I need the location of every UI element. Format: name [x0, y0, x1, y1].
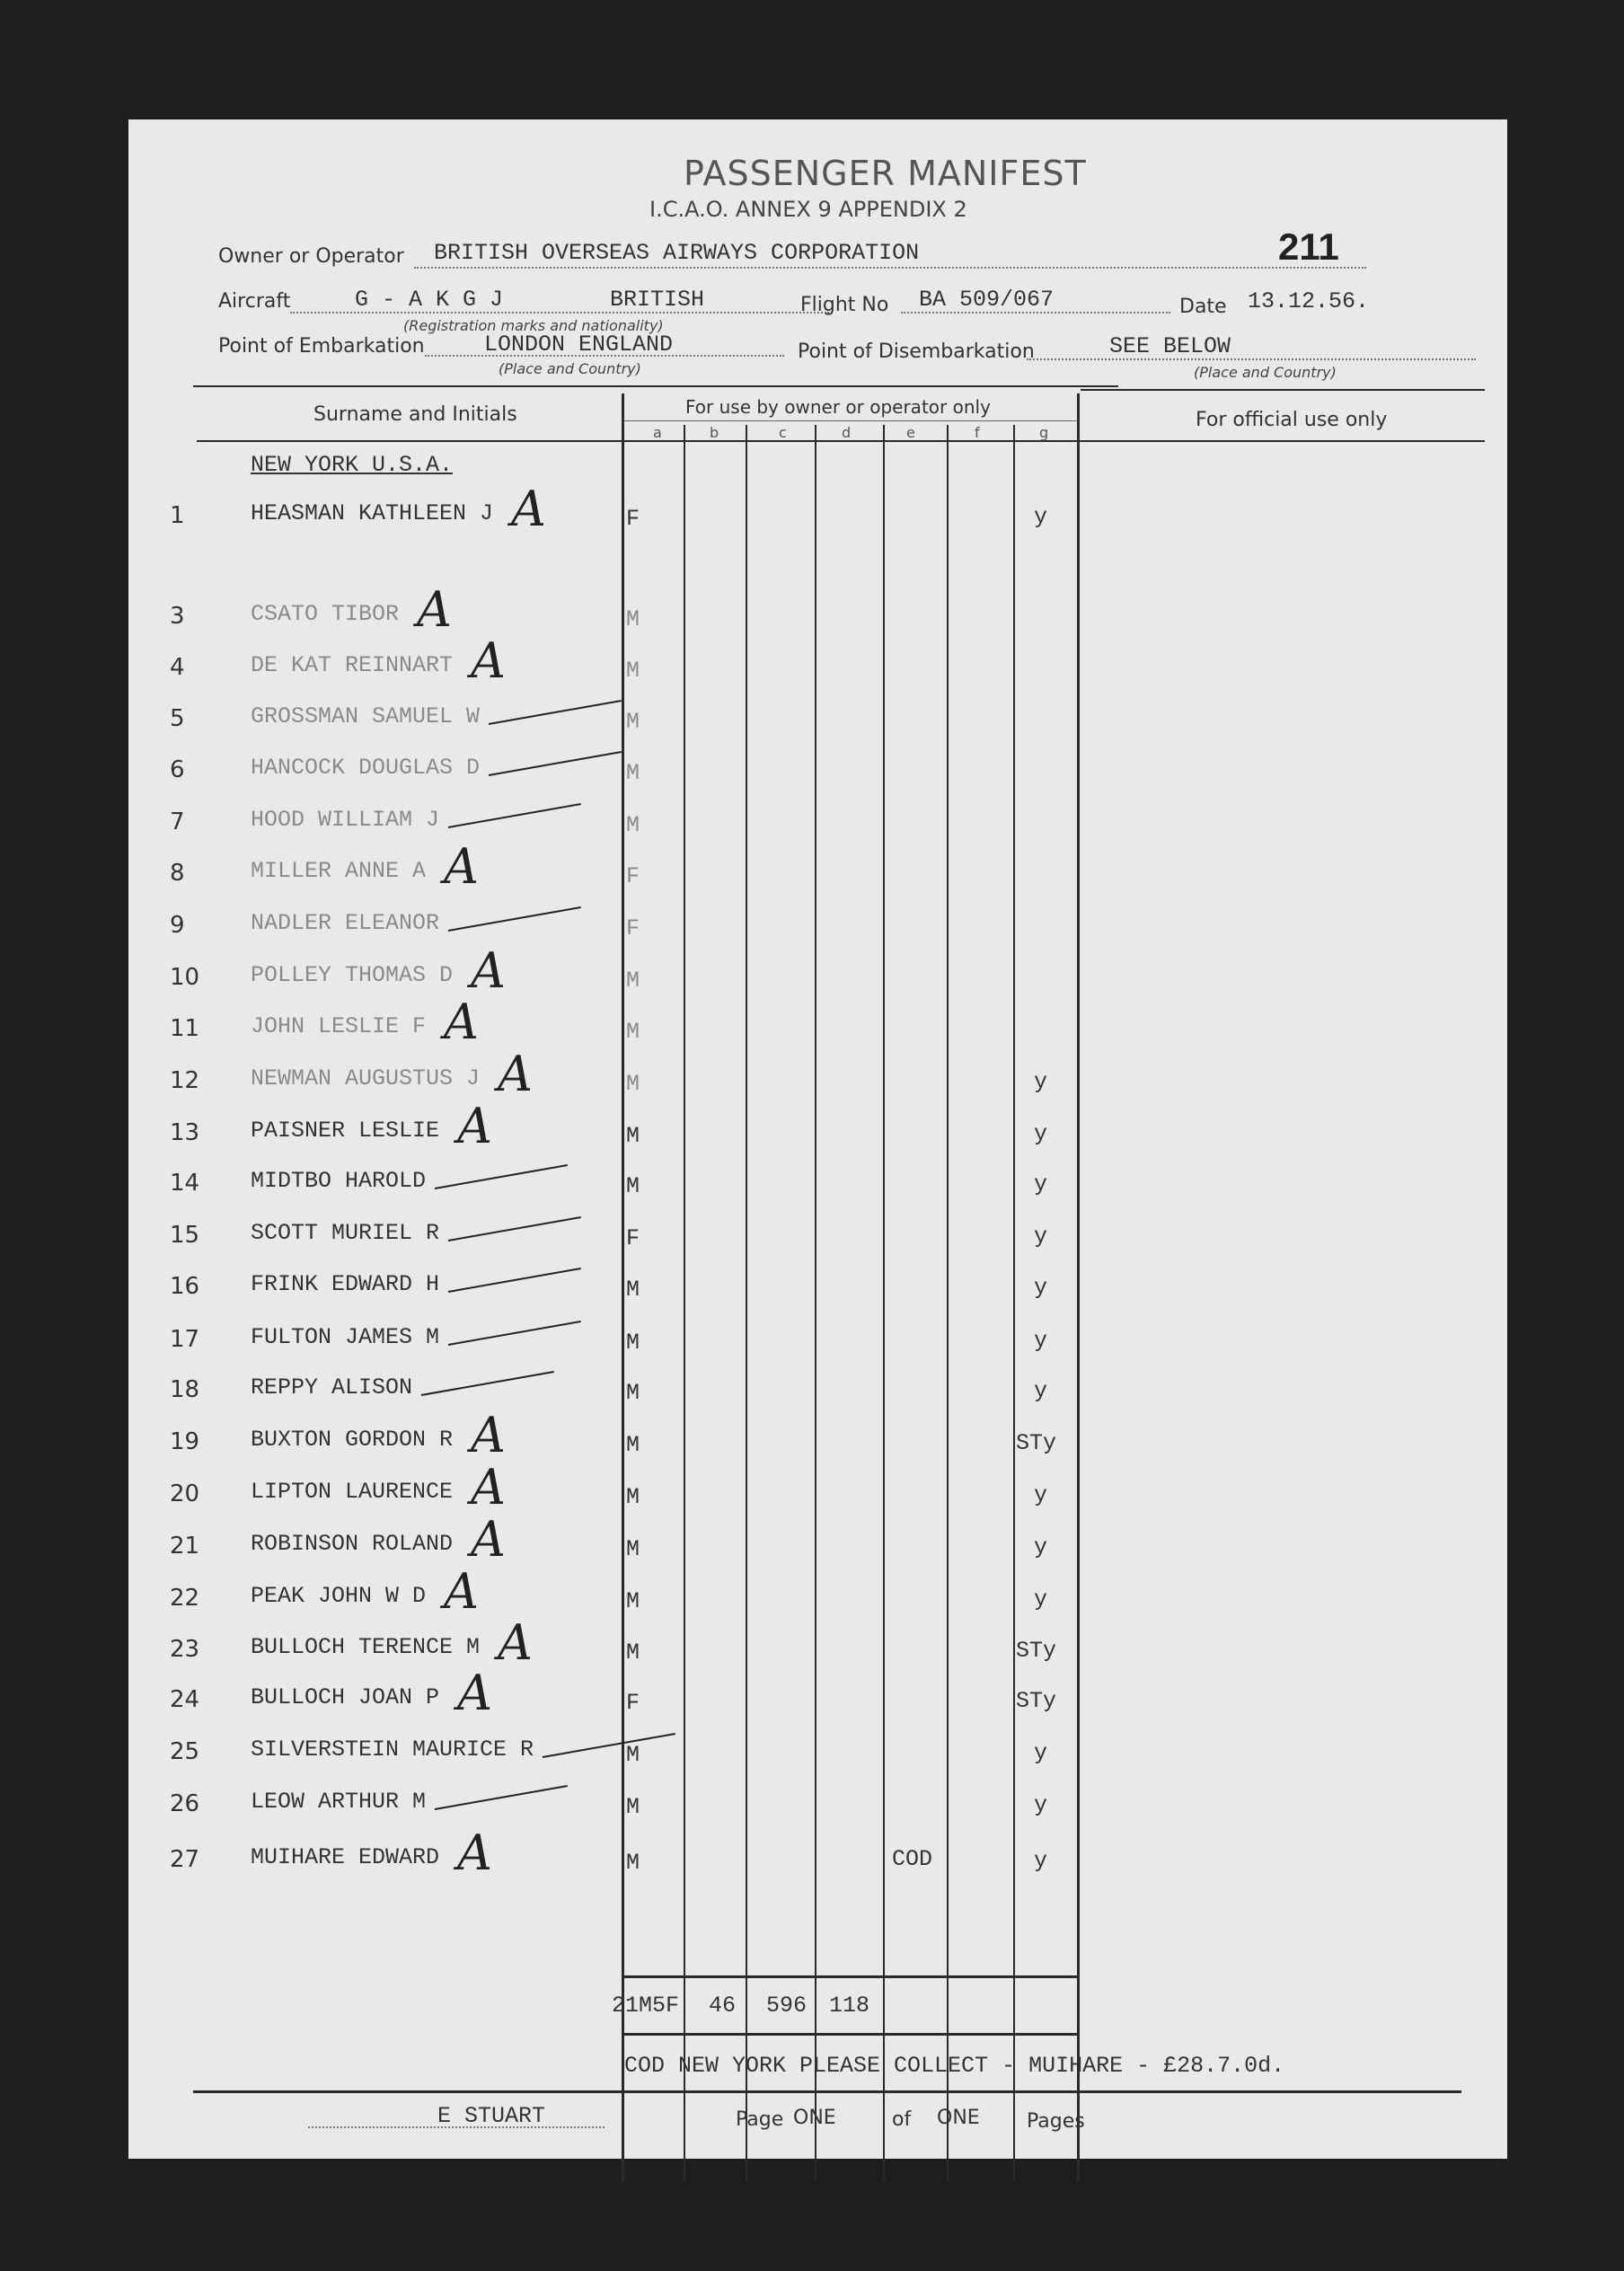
- pen-stroke-mark: [489, 751, 622, 776]
- handwritten-mark: A: [457, 1665, 492, 1721]
- pen-stroke-mark: [448, 906, 581, 932]
- embarkation-label: Point of Embarkation: [218, 335, 425, 358]
- sub-column-label: e: [906, 424, 915, 441]
- handwritten-mark: A: [471, 1511, 506, 1568]
- row-number: 3: [170, 603, 185, 630]
- page-value: ONE: [793, 2107, 836, 2129]
- passenger-name: POLLEY THOMAS D: [251, 962, 454, 988]
- pen-stroke-mark: [435, 1164, 568, 1189]
- passenger-sex: M: [626, 1330, 640, 1356]
- passenger-sex: M: [626, 658, 640, 684]
- handwritten-mark: A: [471, 1407, 506, 1463]
- row-number: 19: [170, 1428, 200, 1455]
- table-header-rule: [197, 440, 1485, 442]
- column-g-value: y: [1034, 1740, 1048, 1766]
- passenger-name: MIDTBO HAROLD: [251, 1168, 427, 1194]
- of-value: ONE: [937, 2107, 980, 2129]
- passenger-name: MILLER ANNE A: [251, 858, 427, 884]
- col-divider-g: [1013, 425, 1015, 2181]
- passenger-name: BUXTON GORDON R: [251, 1427, 454, 1453]
- passenger-name: PEAK JOHN W D: [251, 1583, 427, 1609]
- column-g-value: y: [1034, 1534, 1048, 1560]
- handwritten-mark: A: [417, 581, 452, 638]
- passenger-name: JOHN LESLIE F: [251, 1013, 427, 1039]
- row-number: 21: [170, 1533, 200, 1560]
- passenger-sex: M: [626, 1850, 640, 1876]
- total-c: 596: [766, 1993, 808, 2019]
- disembarkation-label: Point of Disembarkation: [798, 340, 1035, 363]
- sub-column-label: g: [1039, 424, 1049, 441]
- column-g-value: y: [1034, 1171, 1048, 1197]
- aircraft-label: Aircraft: [218, 290, 291, 313]
- row-number: 23: [170, 1636, 200, 1663]
- passenger-sex: M: [626, 812, 640, 838]
- handwritten-mark: A: [444, 1563, 479, 1620]
- passenger-name: ROBINSON ROLAND: [251, 1531, 454, 1557]
- passenger-name: FRINK EDWARD H: [251, 1271, 440, 1297]
- manifest-sheet: [128, 119, 1507, 2159]
- row-number: 18: [170, 1376, 200, 1403]
- pen-stroke-mark: [448, 1321, 581, 1346]
- passenger-sex: F: [626, 863, 640, 889]
- owner-value: BRITISH OVERSEAS AIRWAYS CORPORATION: [434, 240, 920, 266]
- passenger-name: SCOTT MURIEL R: [251, 1220, 440, 1246]
- column-g-value: STy: [1016, 1430, 1057, 1456]
- col-divider-f: [947, 425, 949, 2181]
- row-number: 17: [170, 1326, 200, 1353]
- passenger-sex: M: [626, 1019, 640, 1045]
- passenger-name: HOOD WILLIAM J: [251, 807, 440, 833]
- passenger-sex: M: [626, 1071, 640, 1097]
- col-header-owner: For use by owner or operator only: [685, 396, 991, 418]
- sub-column-label: f: [975, 424, 980, 441]
- subcolumn-rule: [622, 420, 1079, 421]
- passenger-name: SILVERSTEIN MAURICE R: [251, 1736, 534, 1763]
- passenger-sex: M: [626, 1794, 640, 1820]
- column-g-value: y: [1034, 1328, 1048, 1354]
- handwritten-mark: A: [444, 838, 479, 895]
- place-caption-right: (Place and Country): [1194, 364, 1337, 381]
- pen-stroke-mark: [421, 1371, 554, 1396]
- of-label: of: [892, 2108, 912, 2131]
- total-a: 21M5F: [612, 1993, 680, 2019]
- handwritten-mark: A: [498, 1614, 533, 1671]
- handwritten-mark: A: [457, 1825, 492, 1881]
- passenger-name: NEWMAN AUGUSTUS J: [251, 1065, 481, 1091]
- column-g-value: y: [1034, 504, 1048, 530]
- passenger-sex: F: [626, 915, 640, 941]
- column-g-value: y: [1034, 1121, 1048, 1147]
- row-number: 24: [170, 1686, 200, 1713]
- column-g-value: y: [1034, 1482, 1048, 1508]
- row-number: 10: [170, 964, 200, 991]
- handwritten-mark: A: [511, 481, 546, 537]
- passenger-name: GROSSMAN SAMUEL W: [251, 703, 481, 729]
- column-g-value: STy: [1016, 1688, 1057, 1714]
- passenger-sex: M: [626, 1173, 640, 1199]
- row-number: 15: [170, 1222, 200, 1249]
- handwritten-mark: A: [498, 1046, 533, 1102]
- row-number: 7: [170, 809, 185, 835]
- passenger-sex: M: [626, 1484, 640, 1510]
- aircraft-reg: G - A K G J: [355, 287, 504, 313]
- disembarkation-dotted-line: [1027, 358, 1476, 360]
- footer-rule: [193, 2090, 1461, 2093]
- col-divider-official: [1077, 393, 1080, 2181]
- col-divider-c: [746, 425, 747, 2181]
- col-divider-b: [684, 425, 685, 2181]
- passenger-name: PAISNER LESLIE: [251, 1118, 440, 1144]
- pages-label: Pages: [1027, 2110, 1085, 2133]
- destination-heading: NEW YORK U.S.A.: [251, 452, 454, 478]
- pen-stroke-mark: [448, 803, 581, 828]
- owner-dotted-line: [414, 267, 1366, 269]
- row-number: 4: [170, 654, 185, 681]
- page-label: Page: [736, 2108, 784, 2131]
- passenger-sex: M: [626, 1536, 640, 1562]
- passenger-name: CSATO TIBOR: [251, 601, 400, 627]
- passenger-sex: M: [626, 1639, 640, 1666]
- passenger-sex: M: [626, 760, 640, 786]
- table-top-rule-left: [193, 385, 1118, 387]
- handwritten-mark: A: [471, 1459, 506, 1515]
- page-number: 211: [1278, 225, 1339, 268]
- page-subtitle: I.C.A.O. ANNEX 9 APPENDIX 2: [649, 197, 967, 222]
- row-number: 13: [170, 1119, 200, 1146]
- pen-stroke-mark: [448, 1268, 581, 1293]
- handwritten-mark: A: [444, 994, 479, 1050]
- row-number: 14: [170, 1170, 200, 1197]
- passenger-name: LIPTON LAURENCE: [251, 1479, 454, 1505]
- row-number: 26: [170, 1790, 200, 1817]
- pen-stroke-mark: [489, 700, 622, 725]
- row-number: 9: [170, 912, 185, 939]
- passenger-name: BULLOCH JOAN P: [251, 1684, 440, 1710]
- table-top-rule-right: [1081, 389, 1485, 391]
- passenger-name: DE KAT REINNART: [251, 652, 454, 678]
- date-label: Date: [1179, 296, 1227, 318]
- passenger-sex: M: [626, 1277, 640, 1303]
- column-g-value: STy: [1016, 1638, 1057, 1664]
- row-number: 20: [170, 1480, 200, 1507]
- row-number: 5: [170, 705, 185, 732]
- row-number: 1: [170, 502, 185, 529]
- passenger-sex: M: [626, 1123, 640, 1149]
- handwritten-mark: A: [471, 632, 506, 689]
- embarkation-value: LONDON ENGLAND: [484, 331, 674, 358]
- pen-stroke-mark: [543, 1733, 675, 1758]
- column-g-value: y: [1034, 1848, 1048, 1874]
- total-b: 46: [709, 1993, 737, 2019]
- column-g-value: y: [1034, 1224, 1048, 1250]
- row-number: 27: [170, 1846, 200, 1873]
- col-divider-e: [883, 425, 885, 2181]
- passenger-sex: M: [626, 606, 640, 632]
- row-number: 12: [170, 1067, 200, 1094]
- passenger-name: LEOW ARTHUR M: [251, 1789, 427, 1815]
- pen-stroke-mark: [448, 1216, 581, 1242]
- sub-column-label: a: [653, 424, 662, 441]
- row-number: 22: [170, 1585, 200, 1612]
- place-caption-left: (Place and Country): [499, 360, 641, 377]
- signed-name: E STUART: [437, 2103, 546, 2129]
- passenger-sex: M: [626, 1432, 640, 1458]
- page-title: PASSENGER MANIFEST: [684, 154, 1087, 193]
- col-divider-d: [815, 425, 816, 2181]
- passenger-sex: M: [626, 1380, 640, 1406]
- passenger-sex: F: [626, 1690, 640, 1716]
- pen-stroke-mark: [435, 1785, 568, 1810]
- passenger-sex: M: [626, 968, 640, 994]
- column-g-value: y: [1034, 1275, 1048, 1301]
- owner-label: Owner or Operator: [218, 245, 404, 268]
- row-number: 8: [170, 860, 185, 887]
- registration-caption: (Registration marks and nationality): [403, 317, 664, 334]
- sub-column-label: c: [779, 424, 787, 441]
- col-header-surname: Surname and Initials: [313, 403, 517, 426]
- flight-label: Flight No: [800, 294, 889, 316]
- passenger-name: REPPY ALISON: [251, 1374, 413, 1401]
- passenger-name: FULTON JAMES M: [251, 1324, 440, 1350]
- passenger-sex: F: [626, 1225, 640, 1251]
- column-g-value: y: [1034, 1069, 1048, 1095]
- row-number: 16: [170, 1273, 200, 1300]
- handwritten-mark: A: [457, 1098, 492, 1154]
- date-value: 13.12.56.: [1248, 288, 1370, 314]
- passenger-sex: F: [626, 506, 640, 532]
- passenger-sex: M: [626, 1588, 640, 1614]
- column-g-value: y: [1034, 1586, 1048, 1613]
- passenger-name: MUIHARE EDWARD: [251, 1844, 440, 1870]
- row-number: 11: [170, 1015, 200, 1042]
- aircraft-nationality: BRITISH: [610, 287, 705, 313]
- total-d: 118: [829, 1993, 870, 2019]
- row-number: 25: [170, 1738, 200, 1765]
- totals-top-rule: [623, 1975, 1080, 1978]
- footer-note: COD NEW YORK PLEASE COLLECT - MUIHARE - £28.7.0d.: [624, 2053, 1285, 2079]
- passenger-name: HANCOCK DOUGLAS D: [251, 755, 481, 781]
- sub-column-label: b: [710, 424, 719, 441]
- col-header-official: For official use only: [1196, 409, 1388, 431]
- column-e-value: COD: [892, 1846, 933, 1872]
- column-g-value: y: [1034, 1792, 1048, 1818]
- passenger-name: HEASMAN KATHLEEN J: [251, 500, 494, 526]
- sub-column-label: d: [842, 424, 852, 441]
- col-divider-a: [622, 393, 624, 2181]
- passenger-sex: M: [626, 1742, 640, 1768]
- passenger-name: NADLER ELEANOR: [251, 910, 440, 936]
- passenger-name: BULLOCH TERENCE M: [251, 1634, 481, 1660]
- passenger-sex: M: [626, 709, 640, 735]
- column-g-value: y: [1034, 1378, 1048, 1404]
- handwritten-mark: A: [471, 942, 506, 999]
- flight-value: BA 509/067: [919, 287, 1055, 313]
- totals-bottom-rule: [623, 2033, 1080, 2036]
- row-number: 6: [170, 756, 185, 783]
- disembarkation-value: SEE BELOW: [1109, 333, 1231, 359]
